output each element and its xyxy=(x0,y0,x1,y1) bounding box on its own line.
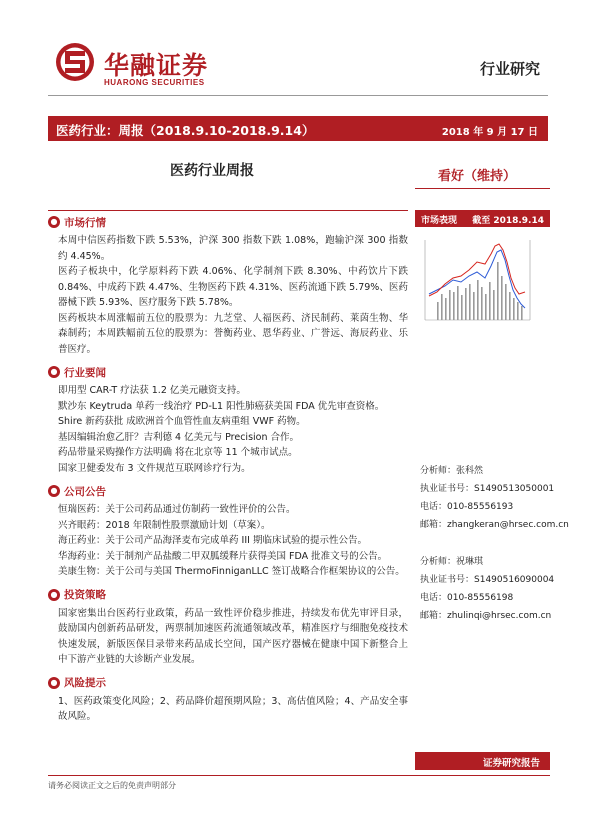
section-title: 风险提示 xyxy=(64,677,106,689)
announcement-item xyxy=(48,533,408,549)
title-bar xyxy=(48,116,548,141)
report-type: 行业研究 xyxy=(479,60,540,78)
section-title: 公司公告 xyxy=(64,485,106,498)
bullet-icon: ● xyxy=(48,485,60,497)
news-item: 国家卫健委发布 3 文件规范互联网诊疗行为。 xyxy=(58,462,251,474)
paragraph: 本周中信医药指数下跌 5.53%，沪深 300 指数下跌 1.08%，跑输沪深 300 指数约 4.45%。 xyxy=(58,235,408,262)
market-performance-chart-image xyxy=(415,232,550,342)
section-market xyxy=(48,214,408,357)
rating: 看好（维持） xyxy=(438,169,517,184)
analyst-card xyxy=(420,462,569,534)
news-item: 即用型 CAR-T 疗法获 1.2 亿美元融资支持。 xyxy=(58,385,246,396)
announcement-text: 2018 年限制性股票激励计划（草案）。 xyxy=(105,519,271,531)
company-name: 华海药业： xyxy=(58,550,106,562)
bullet-icon: ● xyxy=(48,366,60,378)
bullet-icon: ● xyxy=(48,677,60,689)
analyst-cert: 执业证书号：S1490516090004 xyxy=(420,575,555,585)
announcement-text: 关于制剂产品盐酸二甲双胍缓释片获得美国 FDA 批准文号的公告。 xyxy=(105,550,388,562)
section-header xyxy=(48,587,408,603)
analyst-email[interactable]: 邮箱：zhangkeran@hrsec.com.cn xyxy=(420,520,569,530)
analyst-name: 分析师：张科然 xyxy=(420,466,484,476)
paragraph: 医药板块本周涨幅前五位的股票为：九芝堂、人福医药、济民制药、莱茵生物、华森制药；本周跌幅前五位的股票为：誉衡药业、恩华药业、广誉远、海辰药业、乐普医疗。 xyxy=(58,312,408,355)
market-date: 截至 2018.9.14 xyxy=(472,216,544,226)
section-header xyxy=(48,214,408,230)
announcement-text: 关于公司产品海泽麦布完成单药 III 期临床试验的提示性公告。 xyxy=(105,535,367,546)
section-title: 投资策略 xyxy=(64,589,106,601)
paragraph: 医药子板块中，化学原料药下跌 4.06%、化学制剂下跌 8.30%、中药饮片下跌 0.84%、中成药下跌 4.47%、生物医药下跌 4.31%、医药流通下跌 5.79%、医药器械下跌 5.93%、医疗服务下跌 5.78%。 xyxy=(58,266,408,308)
header-divider xyxy=(48,95,548,96)
report-date: 2018 年 9 月 17 日 xyxy=(441,127,538,138)
rating-divider xyxy=(415,188,550,189)
section-header xyxy=(48,364,408,380)
analyst-email[interactable]: 邮箱：zhulinqi@hrsec.com.cn xyxy=(420,611,552,621)
report-title: 医药行业：周报（2018.9.10-2018.9.14） xyxy=(56,123,315,138)
announcement-text: 关于公司药品通过仿制药一致性评价的公告。 xyxy=(105,504,296,515)
main-title: 医药行业周报 xyxy=(170,163,254,179)
paragraph: 国家密集出台医药行业政策，药品一致性评价稳步推进，持续发布优先审评目录，鼓励国内创新药品研发，两票制加速医药流通领域改革，精准医疗与细胞免疫技术快速发展，新版医保目录带来药品成长空间，国产医疗器械在健康中国下新整合上中下游产业链的大诊断产业发展。 xyxy=(58,607,408,665)
news-item: 基因编辑治愈乙肝？吉利德 4 亿美元与 Precision 合作。 xyxy=(58,431,300,443)
analyst-phone: 电话：010-85556193 xyxy=(420,502,514,512)
market-label: 市场表现 xyxy=(421,216,458,226)
company-name: 美康生物： xyxy=(58,566,106,577)
section-risk xyxy=(48,675,408,725)
section-news xyxy=(48,364,408,476)
market-panel-header xyxy=(415,210,550,227)
section-header xyxy=(48,483,408,499)
announcement-text: 关于公司与美国 ThermoFinniganLLC 签订战略合作框架协议的公告。 xyxy=(105,566,405,577)
bullet-icon: ● xyxy=(48,216,60,228)
announcement-item xyxy=(48,564,408,580)
footer-divider xyxy=(48,775,550,776)
disclaimer: 请务必阅读正文之后的免责声明部分 xyxy=(48,781,176,790)
section-announcements xyxy=(48,483,408,580)
section-title: 市场行情 xyxy=(64,216,106,229)
announcement-item xyxy=(48,549,408,565)
analyst-phone: 电话：010-85556198 xyxy=(420,593,514,603)
paragraph: 1、医药政策变化风险；2、药品降价超预期风险；3、高估值风险；4、产品安全事故风险。 xyxy=(58,695,408,722)
announcement-item xyxy=(48,502,408,518)
analyst-name: 分析师：祝琳琪 xyxy=(420,557,484,567)
announcement-item xyxy=(48,518,408,534)
section-title: 行业要闻 xyxy=(64,366,106,379)
news-item: 药品带量采购操作方法明确 将在北京等 11 个城市试点。 xyxy=(58,447,298,458)
news-item: 默沙东 Keytruda 单药一线治疗 PD-L1 阳性肺癌获美国 FDA 优先审查资格。 xyxy=(58,400,385,412)
analyst-cert: 执业证书号：S1490513050001 xyxy=(420,484,555,494)
main-content xyxy=(48,214,408,732)
brand-name-en: HUARONG SECURITIES xyxy=(104,78,205,87)
analyst-card xyxy=(420,553,555,625)
bullet-icon: ● xyxy=(48,589,60,601)
section-header xyxy=(48,675,408,691)
brand-name-cn: 华融证券 xyxy=(104,51,209,80)
footer-label: 证券研究报告 xyxy=(482,758,540,769)
company-name: 兴齐眼药： xyxy=(58,519,106,531)
section-strategy xyxy=(48,587,408,668)
company-name: 恒瑞医药： xyxy=(58,504,106,515)
footer-label-bar xyxy=(415,752,550,770)
news-item: Shire 新药获批 成欧洲首个血管性血友病重组 VWF 药物。 xyxy=(58,416,306,427)
huarong-logo-icon xyxy=(55,42,95,82)
company-name: 海正药业： xyxy=(58,535,106,546)
content-divider xyxy=(48,210,408,211)
